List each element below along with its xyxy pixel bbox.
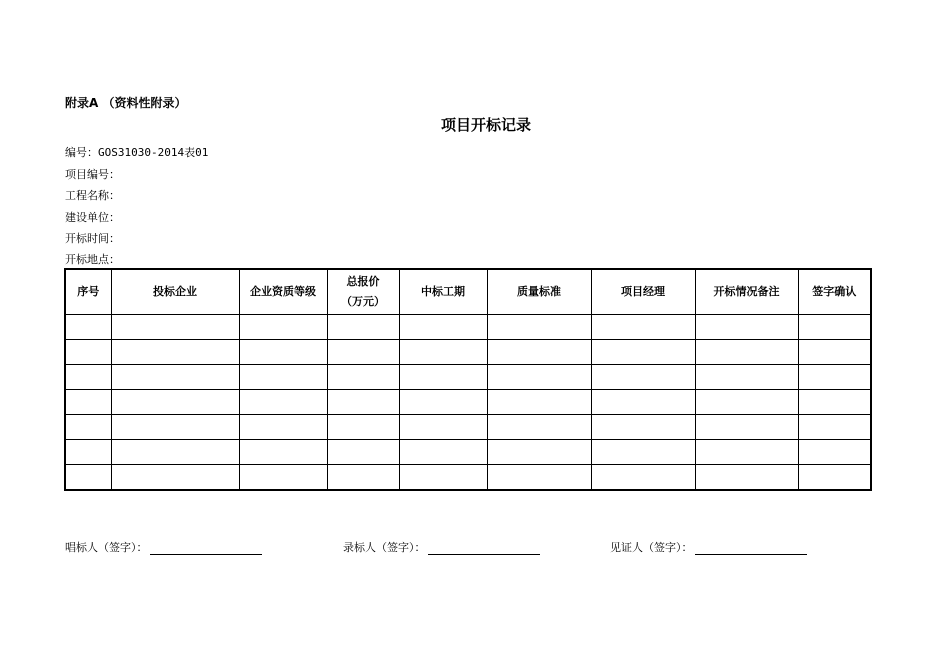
table-cell[interactable] xyxy=(591,440,695,465)
table-cell[interactable] xyxy=(111,315,239,340)
table-cell[interactable] xyxy=(65,365,111,390)
table-cell[interactable] xyxy=(591,365,695,390)
table-cell[interactable] xyxy=(487,365,591,390)
appendix-label: 附录A （资料性附录） xyxy=(65,96,187,110)
table-cell[interactable] xyxy=(327,465,399,491)
header-cell-quality: 质量标准 xyxy=(487,269,591,315)
table-cell[interactable] xyxy=(111,365,239,390)
table-cell[interactable] xyxy=(399,365,487,390)
page-title: 项目开标记录 xyxy=(440,116,531,134)
table-body xyxy=(65,315,871,491)
table-cell[interactable] xyxy=(239,315,327,340)
table-cell[interactable] xyxy=(65,415,111,440)
table-cell[interactable] xyxy=(798,365,871,390)
header-cell-index: 序号 xyxy=(65,269,111,315)
table-cell[interactable] xyxy=(487,390,591,415)
field-construction-unit: 建设单位： xyxy=(65,211,120,224)
table-cell[interactable] xyxy=(695,415,798,440)
table-cell[interactable] xyxy=(239,465,327,491)
table-cell[interactable] xyxy=(798,315,871,340)
table-cell[interactable] xyxy=(798,415,871,440)
table-cell[interactable] xyxy=(111,440,239,465)
table-cell[interactable] xyxy=(111,415,239,440)
table-row xyxy=(65,365,871,390)
table-cell[interactable] xyxy=(399,465,487,491)
table-cell[interactable] xyxy=(487,415,591,440)
table-cell[interactable] xyxy=(591,340,695,365)
table-cell[interactable] xyxy=(399,440,487,465)
table-cell[interactable] xyxy=(399,340,487,365)
field-opening-time: 开标时间： xyxy=(65,232,120,245)
table-cell[interactable] xyxy=(239,415,327,440)
table-cell[interactable] xyxy=(695,440,798,465)
table-cell[interactable] xyxy=(239,340,327,365)
header-cell-total-price: 总报价 （万元） xyxy=(327,269,399,315)
table-cell[interactable] xyxy=(591,415,695,440)
header-cell-duration: 中标工期 xyxy=(399,269,487,315)
header-cell-qualification: 企业资质等级 xyxy=(239,269,327,315)
field-project-number: 项目编号： xyxy=(65,168,120,181)
table-cell[interactable] xyxy=(399,390,487,415)
table-cell[interactable] xyxy=(798,465,871,491)
header-cell-manager: 项目经理 xyxy=(591,269,695,315)
field-project-name: 工程名称： xyxy=(65,189,120,202)
table-cell[interactable] xyxy=(327,315,399,340)
table-header-row xyxy=(65,269,871,315)
table-cell[interactable] xyxy=(487,465,591,491)
table-cell[interactable] xyxy=(399,315,487,340)
table-cell[interactable] xyxy=(798,440,871,465)
table-cell[interactable] xyxy=(798,390,871,415)
table-cell[interactable] xyxy=(111,340,239,365)
table-cell[interactable] xyxy=(65,390,111,415)
recorder-signature: 录标人（签字）： xyxy=(343,539,540,555)
table-row xyxy=(65,465,871,491)
table-cell[interactable] xyxy=(487,315,591,340)
table-cell[interactable] xyxy=(327,415,399,440)
table-cell[interactable] xyxy=(111,465,239,491)
table-cell[interactable] xyxy=(327,390,399,415)
singer-signature: 唱标人（签字）： xyxy=(65,539,262,555)
table-cell[interactable] xyxy=(695,465,798,491)
singer-signature-line[interactable] xyxy=(150,542,262,555)
table-cell[interactable] xyxy=(798,340,871,365)
table-cell[interactable] xyxy=(591,465,695,491)
table-cell[interactable] xyxy=(327,340,399,365)
table-cell[interactable] xyxy=(487,440,591,465)
table-cell[interactable] xyxy=(591,390,695,415)
table-cell[interactable] xyxy=(695,340,798,365)
table-cell[interactable] xyxy=(695,365,798,390)
table-cell[interactable] xyxy=(65,340,111,365)
witness-signature: 见证人（签字）： xyxy=(610,539,807,555)
table-cell[interactable] xyxy=(65,440,111,465)
table-row xyxy=(65,390,871,415)
table-cell[interactable] xyxy=(239,440,327,465)
header-cell-remarks: 开标情况备注 xyxy=(695,269,798,315)
table-cell[interactable] xyxy=(65,315,111,340)
table-cell[interactable] xyxy=(111,390,239,415)
field-opening-place: 开标地点： xyxy=(65,253,120,266)
bid-opening-table xyxy=(64,268,872,491)
table-cell[interactable] xyxy=(591,315,695,340)
header-cell-bidder: 投标企业 xyxy=(111,269,239,315)
table-row xyxy=(65,340,871,365)
table-cell[interactable] xyxy=(487,340,591,365)
table-row xyxy=(65,315,871,340)
form-code: 编号：GOS31030-2014表01 xyxy=(65,146,209,159)
table-row xyxy=(65,440,871,465)
recorder-signature-line[interactable] xyxy=(428,542,540,555)
table-cell[interactable] xyxy=(695,390,798,415)
table-cell[interactable] xyxy=(239,390,327,415)
table-cell[interactable] xyxy=(327,365,399,390)
header-cell-signature: 签字确认 xyxy=(798,269,871,315)
witness-signature-line[interactable] xyxy=(695,542,807,555)
table-row xyxy=(65,415,871,440)
table-cell[interactable] xyxy=(399,415,487,440)
table-cell[interactable] xyxy=(327,440,399,465)
table-cell[interactable] xyxy=(65,465,111,491)
table-cell[interactable] xyxy=(695,315,798,340)
table-cell[interactable] xyxy=(239,365,327,390)
